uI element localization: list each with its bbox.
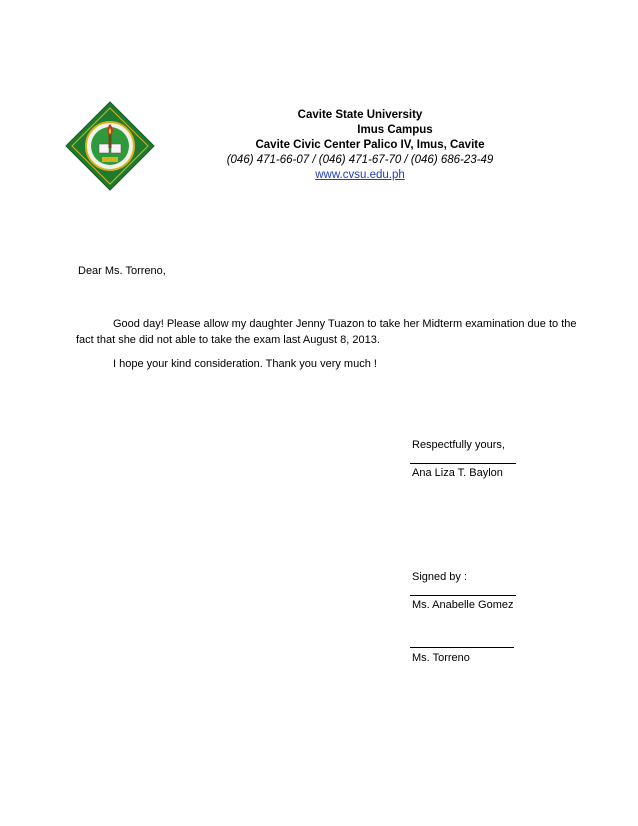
body-paragraph-1-line-1: Good day! Please allow my daughter Jenny Tuazon to take her Midterm examination due to the xyxy=(113,318,577,330)
signer-name: Ms. Anabelle Gomez xyxy=(412,599,514,611)
university-address: Cavite Civic Center Palico IV, Imus, Cavite xyxy=(255,139,485,151)
recipient-name: Ms. Torreno xyxy=(412,652,470,664)
signature-line-sender xyxy=(410,463,516,464)
sender-name: Ana Liza T. Baylon xyxy=(412,467,503,479)
campus-name: Imus Campus xyxy=(357,124,433,136)
closing: Respectfully yours, xyxy=(412,439,505,451)
signature-line-recipient xyxy=(410,647,514,648)
cvsu-seal-icon xyxy=(64,100,156,192)
body-paragraph-1-line-2: fact that she did not able to take the exam last August 8, 2013. xyxy=(76,334,380,346)
signed-by-label: Signed by : xyxy=(412,571,468,583)
website-link[interactable]: www.cvsu.edu.ph xyxy=(315,169,405,181)
university-name: Cavite State University xyxy=(297,109,423,121)
body-paragraph-2: I hope your kind consideration. Thank you very much ! xyxy=(113,358,377,370)
phone-numbers: (046) 471-66-07 / (046) 471-67-70 / (046) 686-23-49 xyxy=(226,154,494,166)
salutation: Dear Ms. Torreno, xyxy=(78,265,166,277)
signature-line-signer xyxy=(410,595,516,596)
